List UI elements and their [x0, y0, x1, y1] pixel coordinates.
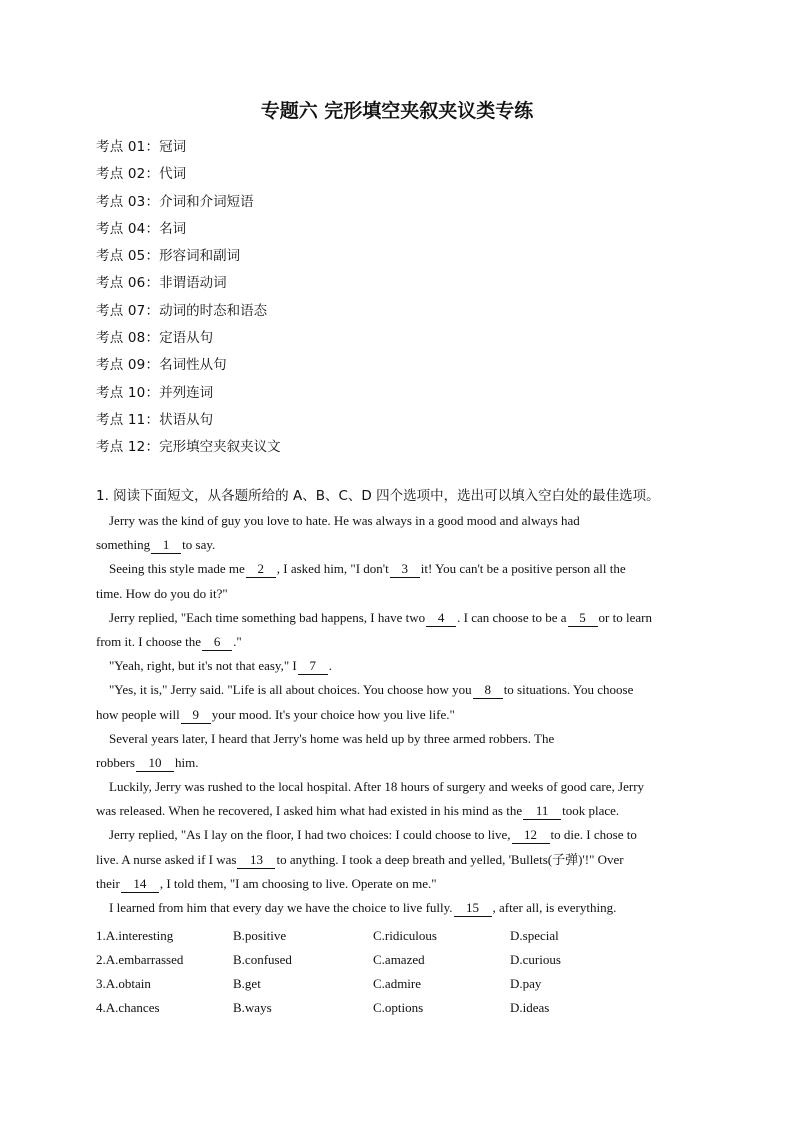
passage-text: , I told them, "I am choosing to live. Operate on me."	[159, 875, 437, 891]
passage-text: their	[96, 875, 120, 891]
option-item: D.special	[510, 928, 559, 943]
option-row	[96, 924, 696, 948]
passage-text: how people will	[96, 706, 180, 722]
passage-line	[96, 896, 696, 920]
topic-item	[96, 298, 281, 325]
passage-line	[96, 799, 696, 823]
topic-label: 考点 07：	[96, 302, 160, 319]
passage-text: Luckily, Jerry was rushed to the local hospital. After 18 hours of surgery and weeks of good care, Jerry	[109, 779, 645, 795]
option-row	[96, 972, 696, 996]
option-item: C.options	[373, 1000, 424, 1015]
topic-item	[96, 216, 281, 243]
cloze-blank: 11	[523, 802, 561, 820]
topic-label: 考点 02：	[96, 166, 160, 183]
passage-text: ."	[233, 633, 242, 649]
topic-label: 考点 09：	[96, 357, 160, 374]
cloze-blank: 1	[151, 536, 181, 554]
passage-text: robbers	[96, 754, 135, 770]
topic-item	[96, 325, 281, 352]
option-item: B.confused	[233, 952, 292, 967]
passage-line	[96, 606, 696, 630]
topic-text: 代词	[159, 166, 187, 183]
topic-item	[96, 352, 281, 379]
passage-text: Several years later, I heard that Jerry's home was held up by three armed robbers. The	[109, 730, 555, 746]
passage-line	[96, 557, 696, 581]
topic-label: 考点 06：	[96, 275, 160, 292]
cloze-blank: 13	[237, 851, 275, 869]
topic-label: 考点 11：	[96, 411, 160, 428]
cloze-blank: 5	[568, 609, 598, 627]
cloze-blank: 7	[298, 657, 328, 675]
passage-line	[96, 678, 696, 702]
passage-text: .	[328, 658, 332, 674]
question-instruction: 1. 阅读下面短文，从各题所给的 A、B、C、D 四个选项中，选出可以填入空白处的最佳选项。	[96, 488, 660, 504]
topic-label: 考点 08：	[96, 330, 160, 347]
topic-text: 完形填空夹叙夹议文	[159, 439, 281, 456]
cloze-blank: 14	[121, 875, 159, 893]
option-row	[96, 996, 696, 1020]
topic-item	[96, 134, 281, 161]
passage-text: it! You can't be a positive person all the	[420, 561, 626, 577]
topic-label: 考点 05：	[96, 248, 160, 265]
passage-line	[96, 775, 696, 799]
topic-list	[96, 134, 281, 462]
passage-text: "Yes, it is," Jerry said. "Life is all about choices. You choose how you	[109, 682, 472, 698]
topic-text: 定语从句	[159, 330, 214, 347]
passage-text: from it. I choose the	[96, 633, 202, 649]
option-item: D.ideas	[510, 1000, 550, 1015]
topic-label: 考点 03：	[96, 193, 160, 210]
option-item: C.admire	[373, 976, 422, 991]
topic-text: 形容词和副词	[159, 248, 241, 265]
topic-text: 冠词	[159, 139, 187, 155]
topic-label: 考点 10：	[96, 384, 160, 401]
passage-text: . I can choose to be a	[457, 609, 567, 625]
cloze-blank: 6	[202, 633, 232, 651]
passage-text: , I asked him, "I don't	[276, 561, 389, 577]
answer-options	[96, 924, 696, 1020]
passage-text: Jerry was the kind of guy you love to hate. He was always in a good mood and always had	[109, 513, 580, 528]
passage-line	[96, 630, 696, 654]
passage-line	[96, 751, 696, 775]
cloze-blank: 2	[246, 560, 276, 578]
passage-text: "Yeah, right, but it's not that easy," I	[109, 658, 297, 674]
option-item: B.get	[233, 976, 261, 991]
passage-line	[96, 727, 696, 751]
passage-text: was released. When he recovered, I asked him what had existed in his mind as the	[96, 803, 523, 819]
passage-text: to anything. I took a deep breath and yelled, 'Bullets(子弹)'!" Over	[276, 851, 624, 867]
topic-label: 考点 01：	[96, 139, 160, 155]
page-title: 专题六 完形填空夹叙夹议类专练	[260, 100, 534, 122]
cloze-blank: 8	[473, 681, 503, 699]
topic-text: 动词的时态和语态	[159, 302, 268, 319]
option-item: 3.A.obtain	[96, 976, 151, 991]
option-item: D.curious	[510, 952, 561, 967]
passage-text: him.	[175, 754, 199, 770]
topic-item	[96, 380, 281, 407]
passage-text: Jerry replied, "Each time something bad happens, I have two	[109, 609, 426, 625]
cloze-passage	[96, 509, 696, 920]
option-item: B.positive	[233, 928, 287, 943]
cloze-blank: 3	[390, 560, 420, 578]
topic-label: 考点 12：	[96, 439, 160, 456]
passage-text: or to learn	[598, 609, 652, 625]
cloze-blank: 10	[136, 754, 174, 772]
option-row	[96, 948, 696, 972]
topic-text: 名词性从句	[159, 357, 227, 374]
topic-item	[96, 189, 281, 216]
passage-text: I learned from him that every day we have the choice to live fully.	[109, 900, 453, 915]
topic-item	[96, 161, 281, 188]
topic-item	[96, 270, 281, 297]
passage-text: to situations. You choose	[503, 682, 634, 698]
passage-line	[96, 823, 696, 847]
passage-line	[96, 848, 696, 872]
passage-line	[96, 872, 696, 896]
passage-text: Jerry replied, "As I lay on the floor, I had two choices: I could choose to live,	[109, 827, 511, 843]
topic-label: 考点 04：	[96, 220, 160, 237]
passage-line	[96, 654, 696, 678]
topic-text: 介词和介词短语	[159, 193, 254, 210]
passage-text: to say.	[182, 537, 216, 553]
passage-text: , after all, is everything.	[492, 900, 617, 915]
cloze-blank: 15	[454, 899, 492, 917]
cloze-blank: 9	[181, 706, 211, 724]
passage-text: took place.	[562, 803, 620, 819]
topic-item	[96, 243, 281, 270]
option-item: C.ridiculous	[373, 928, 437, 943]
passage-text: live. A nurse asked if I was	[96, 851, 237, 867]
topic-text: 名词	[159, 220, 187, 237]
passage-text: to die. I chose to	[550, 827, 637, 843]
option-item: 1.A.interesting	[96, 928, 174, 943]
topic-item	[96, 407, 281, 434]
option-item: C.amazed	[373, 952, 425, 967]
passage-text: time. How do you do it?"	[96, 585, 228, 601]
topic-text: 非谓语动词	[159, 275, 227, 292]
topic-item	[96, 434, 281, 461]
passage-text: something	[96, 537, 151, 553]
option-item: D.pay	[510, 976, 542, 991]
cloze-blank: 12	[512, 826, 550, 844]
passage-text: Seeing this style made me	[109, 561, 245, 577]
topic-text: 并列连词	[159, 384, 214, 401]
cloze-blank: 4	[426, 609, 456, 627]
passage-text: your mood. It's your choice how you live life."	[211, 706, 455, 722]
passage-line	[96, 703, 696, 727]
option-item: 4.A.chances	[96, 1000, 160, 1015]
passage-line	[96, 509, 696, 533]
passage-line	[96, 533, 696, 557]
topic-text: 状语从句	[159, 411, 214, 428]
option-item: B.ways	[233, 1000, 272, 1015]
passage-line	[96, 582, 696, 606]
option-item: 2.A.embarrassed	[96, 952, 184, 967]
